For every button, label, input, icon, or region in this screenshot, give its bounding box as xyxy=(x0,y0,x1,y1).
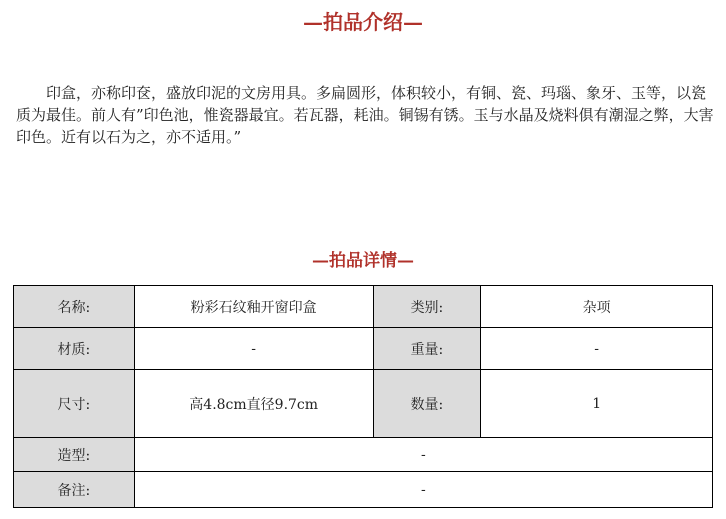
category-value: 杂项 xyxy=(481,286,713,328)
quantity-label: 数量: xyxy=(373,370,481,438)
category-label: 类别: xyxy=(373,286,481,328)
name-value: 粉彩石纹釉开窗印盒 xyxy=(134,286,373,328)
remark-value: - xyxy=(134,472,712,508)
size-value: 高4.8cm直径9.7cm xyxy=(134,370,373,438)
weight-label: 重量: xyxy=(373,328,481,370)
shape-value: - xyxy=(134,438,712,472)
name-label: 名称: xyxy=(14,286,135,328)
remark-label: 备注: xyxy=(14,472,135,508)
table-row xyxy=(14,472,713,508)
details-table xyxy=(13,285,713,508)
intro-title: —拍品介绍— xyxy=(303,10,423,34)
details-title: —拍品详情— xyxy=(312,251,414,271)
table-row xyxy=(14,370,713,438)
size-label: 尺寸: xyxy=(14,370,135,438)
material-label: 材质: xyxy=(14,328,135,370)
material-value: - xyxy=(134,328,373,370)
shape-label: 造型: xyxy=(14,438,135,472)
weight-value: - xyxy=(481,328,713,370)
intro-paragraph: 印盒，亦称印奁，盛放印泥的文房用具。多扁圆形，体积较小，有铜、瓷、玛瑙、象牙、玉等，以瓷质为最佳。前人有”印色池，惟瓷器最宜。若瓦器，耗油。铜锡有锈。玉与水晶及烧料俱有潮湿之弊，大害印色。近有以石为之，亦不适用。” xyxy=(16,84,714,146)
quantity-value: 1 xyxy=(481,370,713,438)
table-row xyxy=(14,438,713,472)
table-row xyxy=(14,286,713,328)
table-row xyxy=(14,328,713,370)
